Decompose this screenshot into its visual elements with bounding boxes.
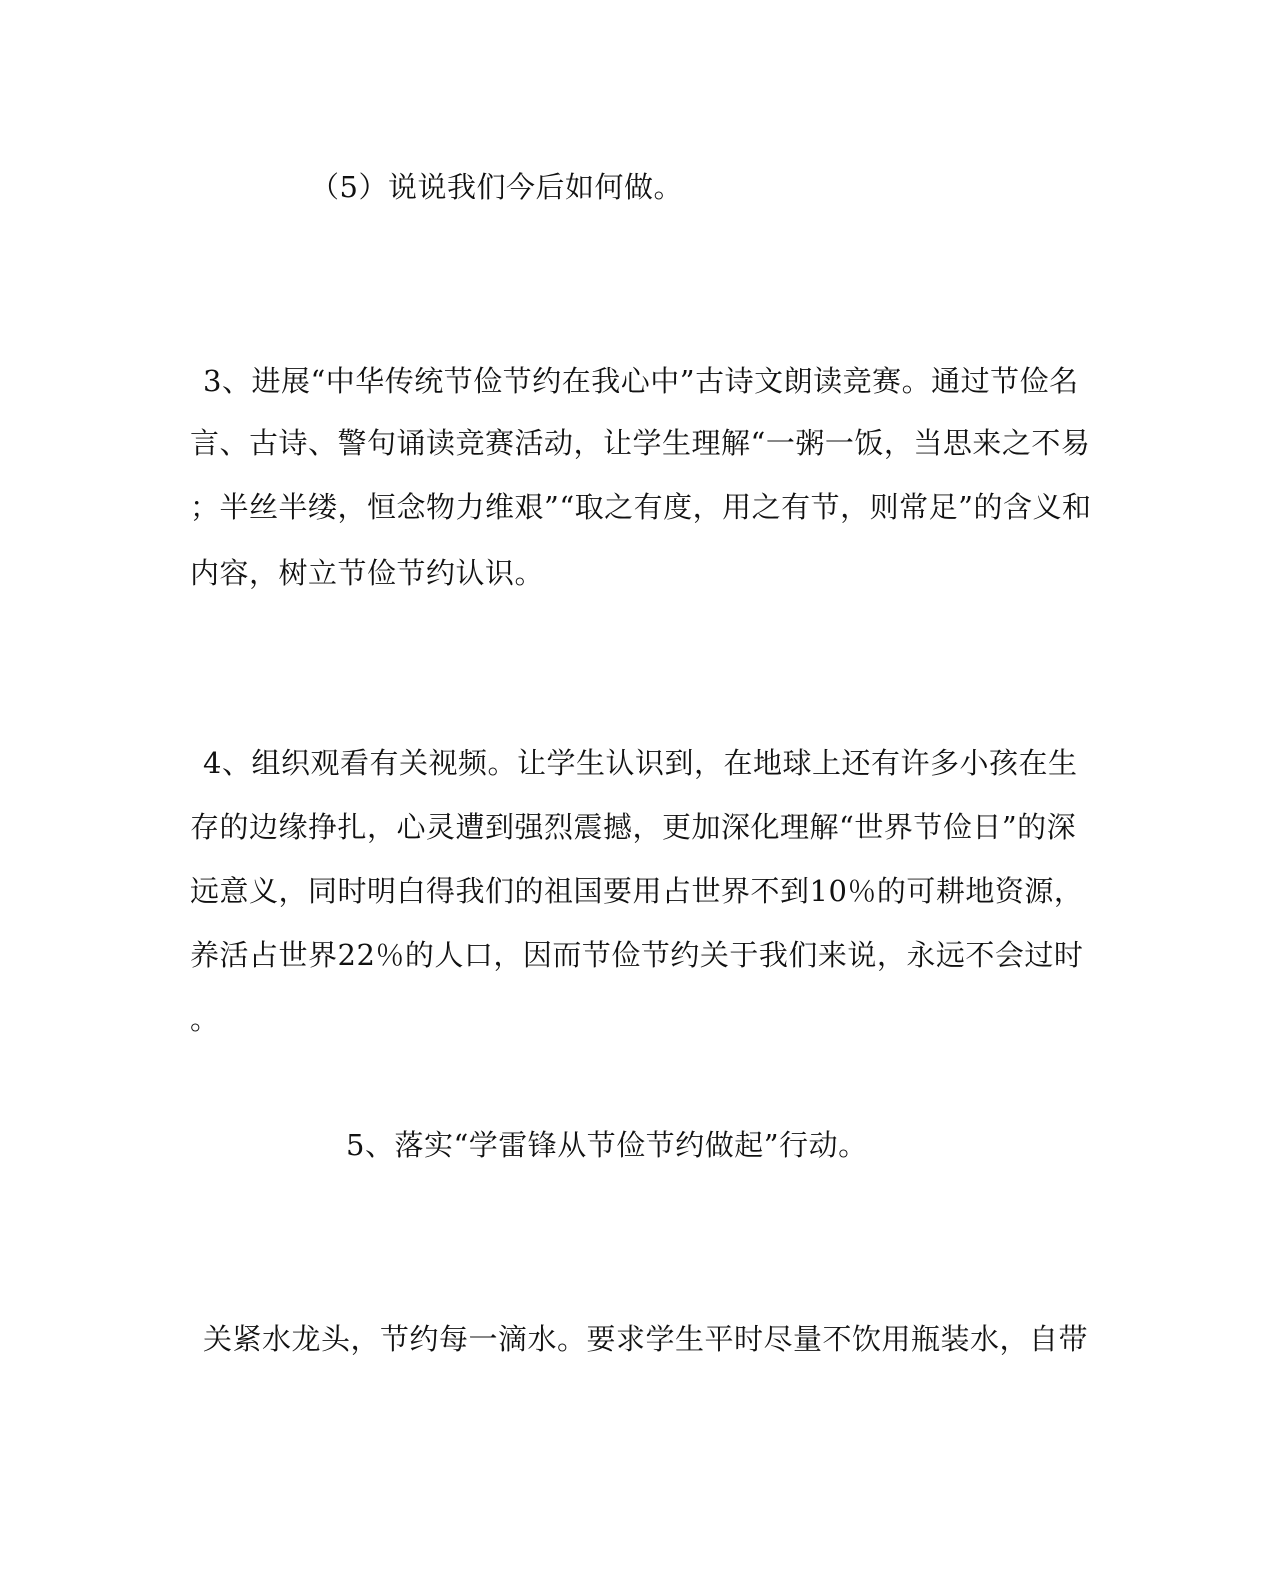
paragraph-water: 关紧水龙头，节约每一滴水。要求学生平时尽量不饮用瓶装水，自带	[203, 1322, 1089, 1356]
paragraph-item-5: 5、落实“学雷锋从节俭节约做起”行动。	[346, 1128, 868, 1162]
paragraph-line: 远意义，同时明白得我们的祖国要用占世界不到10％的可耕地资源，	[190, 874, 1084, 908]
paragraph-line: 言、古诗、警句诵读竞赛活动，让学生理解“一粥一饭，当思来之不易	[190, 426, 1091, 460]
sub-item-5: （5）说说我们今后如何做。	[310, 170, 683, 204]
paragraph-line: 4、组织观看有关视频。让学生认识到，在地球上还有许多小孩在生	[203, 746, 1078, 780]
paragraph-line: 存的边缘挣扎，心灵遭到强烈震撼，更加深化理解“世界节俭日”的深	[190, 810, 1077, 844]
paragraph-line: ；半丝半缕，恒念物力维艰”“取之有度，用之有节，则常足”的含义和	[190, 490, 1092, 524]
paragraph-line: 3、进展“中华传统节俭节约在我心中”古诗文朗读竞赛。通过节俭名	[203, 364, 1079, 398]
paragraph-line: 内容，树立节俭节约认识。	[190, 556, 545, 590]
paragraph-line: 。	[190, 1002, 220, 1036]
paragraph-line: 养活占世界22％的人口，因而节俭节约关于我们来说，永远不会过时	[190, 938, 1084, 972]
